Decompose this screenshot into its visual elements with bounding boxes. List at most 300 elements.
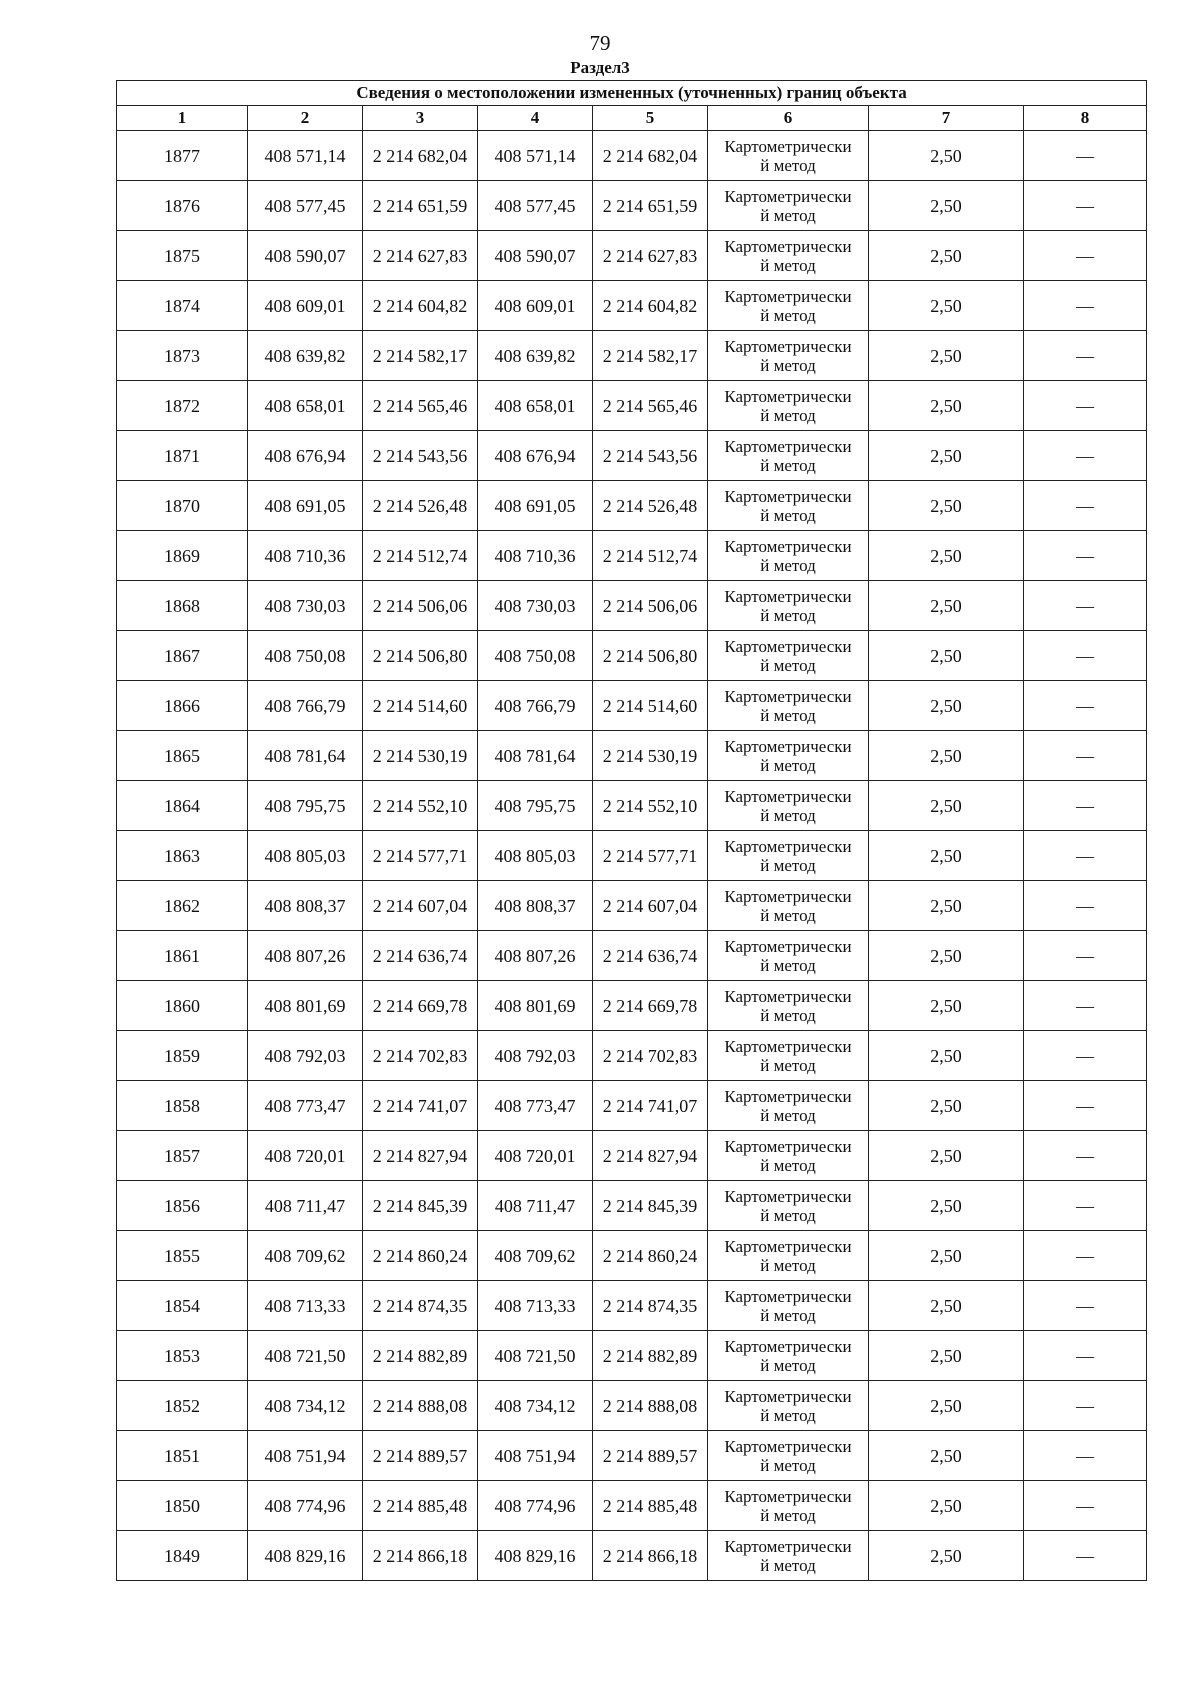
y-coordinate-cell: 2 214 543,56 bbox=[593, 431, 708, 481]
x-coordinate-cell: 408 639,82 bbox=[478, 331, 593, 381]
x-coordinate-cell: 408 609,01 bbox=[248, 281, 363, 331]
notes-cell: — bbox=[1024, 781, 1147, 831]
accuracy-cell: 2,50 bbox=[869, 831, 1024, 881]
x-coordinate-cell: 408 571,14 bbox=[248, 131, 363, 181]
point-number-cell: 1850 bbox=[117, 1481, 248, 1531]
y-coordinate-cell: 2 214 882,89 bbox=[593, 1331, 708, 1381]
x-coordinate-cell: 408 658,01 bbox=[478, 381, 593, 431]
y-coordinate-cell: 2 214 860,24 bbox=[363, 1231, 478, 1281]
x-coordinate-cell: 408 676,94 bbox=[248, 431, 363, 481]
x-coordinate-cell: 408 750,08 bbox=[478, 631, 593, 681]
y-coordinate-cell: 2 214 543,56 bbox=[363, 431, 478, 481]
method-text-line2: й метод bbox=[760, 1505, 816, 1525]
table-row bbox=[117, 931, 1147, 981]
y-coordinate-cell: 2 214 506,80 bbox=[363, 631, 478, 681]
notes-cell: — bbox=[1024, 1081, 1147, 1131]
method-cell bbox=[708, 381, 869, 431]
x-coordinate-cell: 408 721,50 bbox=[478, 1331, 593, 1381]
method-text-line2: й метод bbox=[760, 755, 816, 775]
method-cell bbox=[708, 231, 869, 281]
x-coordinate-cell: 408 795,75 bbox=[478, 781, 593, 831]
y-coordinate-cell: 2 214 530,19 bbox=[593, 731, 708, 781]
table-row bbox=[117, 1031, 1147, 1081]
y-coordinate-cell: 2 214 702,83 bbox=[363, 1031, 478, 1081]
method-cell bbox=[708, 981, 869, 1031]
method-text-line2: й метод bbox=[760, 605, 816, 625]
method-text-line2: й метод bbox=[760, 655, 816, 675]
table-row bbox=[117, 1181, 1147, 1231]
table-row bbox=[117, 881, 1147, 931]
column-header: 2 bbox=[248, 106, 363, 131]
point-number-cell: 1876 bbox=[117, 181, 248, 231]
accuracy-cell: 2,50 bbox=[869, 1031, 1024, 1081]
y-coordinate-cell: 2 214 514,60 bbox=[363, 681, 478, 731]
method-cell bbox=[708, 181, 869, 231]
y-coordinate-cell: 2 214 651,59 bbox=[363, 181, 478, 231]
method-text-line1: Картометрически bbox=[724, 1136, 852, 1156]
y-coordinate-cell: 2 214 874,35 bbox=[363, 1281, 478, 1331]
method-cell bbox=[708, 581, 869, 631]
method-cell bbox=[708, 631, 869, 681]
point-number-cell: 1863 bbox=[117, 831, 248, 881]
point-number-cell: 1873 bbox=[117, 331, 248, 381]
column-header: 8 bbox=[1024, 106, 1147, 131]
method-text-line2: й метод bbox=[760, 1155, 816, 1175]
x-coordinate-cell: 408 773,47 bbox=[478, 1081, 593, 1131]
y-coordinate-cell: 2 214 866,18 bbox=[363, 1531, 478, 1581]
method-text-line2: й метод bbox=[760, 555, 816, 575]
table-row bbox=[117, 131, 1147, 181]
notes-cell: — bbox=[1024, 1531, 1147, 1581]
method-text-line2: й метод bbox=[760, 1005, 816, 1025]
accuracy-cell: 2,50 bbox=[869, 381, 1024, 431]
method-cell bbox=[708, 131, 869, 181]
method-text-line2: й метод bbox=[760, 1105, 816, 1125]
x-coordinate-cell: 408 639,82 bbox=[248, 331, 363, 381]
y-coordinate-cell: 2 214 885,48 bbox=[593, 1481, 708, 1531]
point-number-cell: 1868 bbox=[117, 581, 248, 631]
accuracy-cell: 2,50 bbox=[869, 531, 1024, 581]
table-row bbox=[117, 1131, 1147, 1181]
x-coordinate-cell: 408 713,33 bbox=[478, 1281, 593, 1331]
x-coordinate-cell: 408 808,37 bbox=[478, 881, 593, 931]
table-row bbox=[117, 1481, 1147, 1531]
method-cell bbox=[708, 431, 869, 481]
method-text-line2: й метод bbox=[760, 955, 816, 975]
point-number-cell: 1875 bbox=[117, 231, 248, 281]
accuracy-cell: 2,50 bbox=[869, 881, 1024, 931]
point-number-cell: 1849 bbox=[117, 1531, 248, 1581]
point-number-cell: 1864 bbox=[117, 781, 248, 831]
y-coordinate-cell: 2 214 682,04 bbox=[593, 131, 708, 181]
point-number-cell: 1862 bbox=[117, 881, 248, 931]
table-row bbox=[117, 681, 1147, 731]
x-coordinate-cell: 408 795,75 bbox=[248, 781, 363, 831]
method-text-line2: й метод bbox=[760, 1205, 816, 1225]
column-header: 3 bbox=[363, 106, 478, 131]
point-number-cell: 1867 bbox=[117, 631, 248, 681]
method-text-line2: й метод bbox=[760, 1555, 816, 1575]
table-row bbox=[117, 481, 1147, 531]
y-coordinate-cell: 2 214 526,48 bbox=[363, 481, 478, 531]
accuracy-cell: 2,50 bbox=[869, 981, 1024, 1031]
x-coordinate-cell: 408 829,16 bbox=[478, 1531, 593, 1581]
accuracy-cell: 2,50 bbox=[869, 631, 1024, 681]
method-cell bbox=[708, 281, 869, 331]
accuracy-cell: 2,50 bbox=[869, 481, 1024, 531]
notes-cell: — bbox=[1024, 1381, 1147, 1431]
table-row bbox=[117, 181, 1147, 231]
y-coordinate-cell: 2 214 627,83 bbox=[593, 231, 708, 281]
table-row bbox=[117, 581, 1147, 631]
table-row bbox=[117, 531, 1147, 581]
x-coordinate-cell: 408 658,01 bbox=[248, 381, 363, 431]
page-number: 79 bbox=[589, 31, 611, 55]
column-header: 7 bbox=[869, 106, 1024, 131]
accuracy-cell: 2,50 bbox=[869, 1331, 1024, 1381]
y-coordinate-cell: 2 214 552,10 bbox=[593, 781, 708, 831]
x-coordinate-cell: 408 807,26 bbox=[478, 931, 593, 981]
x-coordinate-cell: 408 781,64 bbox=[248, 731, 363, 781]
accuracy-cell: 2,50 bbox=[869, 781, 1024, 831]
method-text-line1: Картометрически bbox=[724, 1036, 852, 1056]
coordinates-table bbox=[116, 80, 1147, 1581]
x-coordinate-cell: 408 807,26 bbox=[248, 931, 363, 981]
notes-cell: — bbox=[1024, 881, 1147, 931]
method-text-line1: Картометрически bbox=[724, 386, 852, 406]
accuracy-cell: 2,50 bbox=[869, 1481, 1024, 1531]
point-number-cell: 1854 bbox=[117, 1281, 248, 1331]
point-number-cell: 1852 bbox=[117, 1381, 248, 1431]
table-caption: Сведения о местоположении измененных (уточненных) границ объекта bbox=[117, 81, 1147, 106]
y-coordinate-cell: 2 214 514,60 bbox=[593, 681, 708, 731]
y-coordinate-cell: 2 214 888,08 bbox=[363, 1381, 478, 1431]
y-coordinate-cell: 2 214 885,48 bbox=[363, 1481, 478, 1531]
table-row bbox=[117, 981, 1147, 1031]
y-coordinate-cell: 2 214 702,83 bbox=[593, 1031, 708, 1081]
notes-cell: — bbox=[1024, 481, 1147, 531]
method-cell bbox=[708, 931, 869, 981]
table-row bbox=[117, 331, 1147, 381]
method-text-line1: Картометрически bbox=[724, 736, 852, 756]
accuracy-cell: 2,50 bbox=[869, 1081, 1024, 1131]
method-text-line2: й метод bbox=[760, 855, 816, 875]
method-text-line2: й метод bbox=[760, 255, 816, 275]
y-coordinate-cell: 2 214 552,10 bbox=[363, 781, 478, 831]
accuracy-cell: 2,50 bbox=[869, 231, 1024, 281]
x-coordinate-cell: 408 766,79 bbox=[248, 681, 363, 731]
y-coordinate-cell: 2 214 506,06 bbox=[363, 581, 478, 631]
x-coordinate-cell: 408 751,94 bbox=[248, 1431, 363, 1481]
y-coordinate-cell: 2 214 604,82 bbox=[593, 281, 708, 331]
y-coordinate-cell: 2 214 889,57 bbox=[363, 1431, 478, 1481]
y-coordinate-cell: 2 214 888,08 bbox=[593, 1381, 708, 1431]
point-number-cell: 1869 bbox=[117, 531, 248, 581]
method-text-line1: Картометрически bbox=[724, 1486, 852, 1506]
y-coordinate-cell: 2 214 577,71 bbox=[363, 831, 478, 881]
point-number-cell: 1860 bbox=[117, 981, 248, 1031]
accuracy-cell: 2,50 bbox=[869, 931, 1024, 981]
point-number-cell: 1853 bbox=[117, 1331, 248, 1381]
x-coordinate-cell: 408 801,69 bbox=[478, 981, 593, 1031]
table-row bbox=[117, 281, 1147, 331]
x-coordinate-cell: 408 590,07 bbox=[248, 231, 363, 281]
x-coordinate-cell: 408 720,01 bbox=[478, 1131, 593, 1181]
x-coordinate-cell: 408 766,79 bbox=[478, 681, 593, 731]
method-text-line1: Картометрически bbox=[724, 136, 852, 156]
x-coordinate-cell: 408 808,37 bbox=[248, 881, 363, 931]
x-coordinate-cell: 408 773,47 bbox=[248, 1081, 363, 1131]
method-cell bbox=[708, 831, 869, 881]
notes-cell: — bbox=[1024, 731, 1147, 781]
y-coordinate-cell: 2 214 651,59 bbox=[593, 181, 708, 231]
method-text-line1: Картометрически bbox=[724, 1286, 852, 1306]
x-coordinate-cell: 408 730,03 bbox=[478, 581, 593, 631]
table-row bbox=[117, 231, 1147, 281]
method-text-line2: й метод bbox=[760, 905, 816, 925]
x-coordinate-cell: 408 805,03 bbox=[478, 831, 593, 881]
accuracy-cell: 2,50 bbox=[869, 1231, 1024, 1281]
x-coordinate-cell: 408 711,47 bbox=[248, 1181, 363, 1231]
table-body bbox=[117, 131, 1147, 1581]
y-coordinate-cell: 2 214 604,82 bbox=[363, 281, 478, 331]
notes-cell: — bbox=[1024, 581, 1147, 631]
method-text-line1: Картометрически bbox=[724, 336, 852, 356]
method-text-line2: й метод bbox=[760, 1455, 816, 1475]
method-text-line1: Картометрически bbox=[724, 1536, 852, 1556]
y-coordinate-cell: 2 214 582,17 bbox=[593, 331, 708, 381]
x-coordinate-cell: 408 774,96 bbox=[248, 1481, 363, 1531]
x-coordinate-cell: 408 734,12 bbox=[248, 1381, 363, 1431]
method-text-line1: Картометрически bbox=[724, 1436, 852, 1456]
method-text-line2: й метод bbox=[760, 155, 816, 175]
y-coordinate-cell: 2 214 636,74 bbox=[593, 931, 708, 981]
method-text-line1: Картометрически bbox=[724, 236, 852, 256]
y-coordinate-cell: 2 214 741,07 bbox=[593, 1081, 708, 1131]
notes-cell: — bbox=[1024, 531, 1147, 581]
point-number-cell: 1856 bbox=[117, 1181, 248, 1231]
table-row bbox=[117, 1331, 1147, 1381]
method-text-line1: Картометрически bbox=[724, 1386, 852, 1406]
method-text-line2: й метод bbox=[760, 1255, 816, 1275]
accuracy-cell: 2,50 bbox=[869, 331, 1024, 381]
notes-cell: — bbox=[1024, 631, 1147, 681]
x-coordinate-cell: 408 710,36 bbox=[248, 531, 363, 581]
x-coordinate-cell: 408 781,64 bbox=[478, 731, 593, 781]
x-coordinate-cell: 408 709,62 bbox=[478, 1231, 593, 1281]
method-text-line2: й метод bbox=[760, 1305, 816, 1325]
x-coordinate-cell: 408 709,62 bbox=[248, 1231, 363, 1281]
accuracy-cell: 2,50 bbox=[869, 681, 1024, 731]
accuracy-cell: 2,50 bbox=[869, 731, 1024, 781]
section-title: Раздел3 bbox=[570, 58, 630, 77]
method-cell bbox=[708, 1381, 869, 1431]
method-text-line2: й метод bbox=[760, 1355, 816, 1375]
notes-cell: — bbox=[1024, 1131, 1147, 1181]
notes-cell: — bbox=[1024, 931, 1147, 981]
notes-cell: — bbox=[1024, 1231, 1147, 1281]
point-number-cell: 1859 bbox=[117, 1031, 248, 1081]
method-text-line1: Картометрически bbox=[724, 1186, 852, 1206]
table-row bbox=[117, 1081, 1147, 1131]
notes-cell: — bbox=[1024, 1031, 1147, 1081]
point-number-cell: 1871 bbox=[117, 431, 248, 481]
table-row bbox=[117, 731, 1147, 781]
notes-cell: — bbox=[1024, 1331, 1147, 1381]
y-coordinate-cell: 2 214 845,39 bbox=[593, 1181, 708, 1231]
y-coordinate-cell: 2 214 636,74 bbox=[363, 931, 478, 981]
point-number-cell: 1866 bbox=[117, 681, 248, 731]
accuracy-cell: 2,50 bbox=[869, 1381, 1024, 1431]
x-coordinate-cell: 408 691,05 bbox=[248, 481, 363, 531]
table-row bbox=[117, 781, 1147, 831]
y-coordinate-cell: 2 214 827,94 bbox=[363, 1131, 478, 1181]
x-coordinate-cell: 408 590,07 bbox=[478, 231, 593, 281]
method-text-line1: Картометрически bbox=[724, 836, 852, 856]
accuracy-cell: 2,50 bbox=[869, 281, 1024, 331]
method-text-line2: й метод bbox=[760, 455, 816, 475]
notes-cell: — bbox=[1024, 131, 1147, 181]
y-coordinate-cell: 2 214 607,04 bbox=[363, 881, 478, 931]
column-header: 4 bbox=[478, 106, 593, 131]
method-text-line1: Картометрически bbox=[724, 1236, 852, 1256]
accuracy-cell: 2,50 bbox=[869, 131, 1024, 181]
table-row bbox=[117, 381, 1147, 431]
method-text-line2: й метод bbox=[760, 705, 816, 725]
method-text-line1: Картометрически bbox=[724, 186, 852, 206]
y-coordinate-cell: 2 214 627,83 bbox=[363, 231, 478, 281]
method-text-line1: Картометрически bbox=[724, 436, 852, 456]
y-coordinate-cell: 2 214 582,17 bbox=[363, 331, 478, 381]
y-coordinate-cell: 2 214 882,89 bbox=[363, 1331, 478, 1381]
method-cell bbox=[708, 731, 869, 781]
column-header: 6 bbox=[708, 106, 869, 131]
method-text-line1: Картометрически bbox=[724, 1336, 852, 1356]
table-row bbox=[117, 1281, 1147, 1331]
x-coordinate-cell: 408 829,16 bbox=[248, 1531, 363, 1581]
x-coordinate-cell: 408 710,36 bbox=[478, 531, 593, 581]
notes-cell: — bbox=[1024, 1181, 1147, 1231]
table-row bbox=[117, 1531, 1147, 1581]
y-coordinate-cell: 2 214 860,24 bbox=[593, 1231, 708, 1281]
method-text-line1: Картометрически bbox=[724, 886, 852, 906]
point-number-cell: 1874 bbox=[117, 281, 248, 331]
notes-cell: — bbox=[1024, 231, 1147, 281]
table-row bbox=[117, 1431, 1147, 1481]
method-cell bbox=[708, 331, 869, 381]
method-cell bbox=[708, 1281, 869, 1331]
method-cell bbox=[708, 1131, 869, 1181]
method-cell bbox=[708, 881, 869, 931]
accuracy-cell: 2,50 bbox=[869, 1181, 1024, 1231]
point-number-cell: 1857 bbox=[117, 1131, 248, 1181]
method-cell bbox=[708, 781, 869, 831]
method-cell bbox=[708, 481, 869, 531]
y-coordinate-cell: 2 214 526,48 bbox=[593, 481, 708, 531]
method-text-line1: Картометрически bbox=[724, 936, 852, 956]
x-coordinate-cell: 408 721,50 bbox=[248, 1331, 363, 1381]
point-number-cell: 1855 bbox=[117, 1231, 248, 1281]
table-row bbox=[117, 431, 1147, 481]
method-cell bbox=[708, 681, 869, 731]
x-coordinate-cell: 408 676,94 bbox=[478, 431, 593, 481]
x-coordinate-cell: 408 750,08 bbox=[248, 631, 363, 681]
method-cell bbox=[708, 531, 869, 581]
x-coordinate-cell: 408 774,96 bbox=[478, 1481, 593, 1531]
x-coordinate-cell: 408 577,45 bbox=[478, 181, 593, 231]
method-text-line2: й метод bbox=[760, 805, 816, 825]
point-number-cell: 1877 bbox=[117, 131, 248, 181]
y-coordinate-cell: 2 214 827,94 bbox=[593, 1131, 708, 1181]
y-coordinate-cell: 2 214 577,71 bbox=[593, 831, 708, 881]
column-header: 1 bbox=[117, 106, 248, 131]
method-text-line1: Картометрически bbox=[724, 286, 852, 306]
x-coordinate-cell: 408 751,94 bbox=[478, 1431, 593, 1481]
column-header: 5 bbox=[593, 106, 708, 131]
x-coordinate-cell: 408 691,05 bbox=[478, 481, 593, 531]
method-cell bbox=[708, 1031, 869, 1081]
y-coordinate-cell: 2 214 682,04 bbox=[363, 131, 478, 181]
y-coordinate-cell: 2 214 530,19 bbox=[363, 731, 478, 781]
method-cell bbox=[708, 1081, 869, 1131]
x-coordinate-cell: 408 792,03 bbox=[248, 1031, 363, 1081]
column-number-row bbox=[117, 106, 1147, 131]
y-coordinate-cell: 2 214 866,18 bbox=[593, 1531, 708, 1581]
point-number-cell: 1865 bbox=[117, 731, 248, 781]
method-text-line2: й метод bbox=[760, 1055, 816, 1075]
x-coordinate-cell: 408 609,01 bbox=[478, 281, 593, 331]
method-text-line1: Картометрически bbox=[724, 636, 852, 656]
y-coordinate-cell: 2 214 874,35 bbox=[593, 1281, 708, 1331]
notes-cell: — bbox=[1024, 431, 1147, 481]
point-number-cell: 1858 bbox=[117, 1081, 248, 1131]
notes-cell: — bbox=[1024, 331, 1147, 381]
accuracy-cell: 2,50 bbox=[869, 431, 1024, 481]
y-coordinate-cell: 2 214 565,46 bbox=[593, 381, 708, 431]
method-text-line1: Картометрически bbox=[724, 586, 852, 606]
method-text-line1: Картометрически bbox=[724, 686, 852, 706]
x-coordinate-cell: 408 801,69 bbox=[248, 981, 363, 1031]
table-row bbox=[117, 631, 1147, 681]
y-coordinate-cell: 2 214 669,78 bbox=[593, 981, 708, 1031]
notes-cell: — bbox=[1024, 281, 1147, 331]
x-coordinate-cell: 408 713,33 bbox=[248, 1281, 363, 1331]
y-coordinate-cell: 2 214 512,74 bbox=[363, 531, 478, 581]
method-text-line2: й метод bbox=[760, 355, 816, 375]
method-cell bbox=[708, 1531, 869, 1581]
accuracy-cell: 2,50 bbox=[869, 1131, 1024, 1181]
notes-cell: — bbox=[1024, 181, 1147, 231]
accuracy-cell: 2,50 bbox=[869, 1431, 1024, 1481]
method-text-line1: Картометрически bbox=[724, 786, 852, 806]
x-coordinate-cell: 408 577,45 bbox=[248, 181, 363, 231]
point-number-cell: 1861 bbox=[117, 931, 248, 981]
x-coordinate-cell: 408 730,03 bbox=[248, 581, 363, 631]
x-coordinate-cell: 408 792,03 bbox=[478, 1031, 593, 1081]
method-text-line2: й метод bbox=[760, 1405, 816, 1425]
y-coordinate-cell: 2 214 741,07 bbox=[363, 1081, 478, 1131]
point-number-cell: 1851 bbox=[117, 1431, 248, 1481]
y-coordinate-cell: 2 214 512,74 bbox=[593, 531, 708, 581]
point-number-cell: 1872 bbox=[117, 381, 248, 431]
y-coordinate-cell: 2 214 845,39 bbox=[363, 1181, 478, 1231]
x-coordinate-cell: 408 720,01 bbox=[248, 1131, 363, 1181]
y-coordinate-cell: 2 214 506,06 bbox=[593, 581, 708, 631]
method-text-line2: й метод bbox=[760, 505, 816, 525]
y-coordinate-cell: 2 214 669,78 bbox=[363, 981, 478, 1031]
method-cell bbox=[708, 1481, 869, 1531]
method-text-line2: й метод bbox=[760, 205, 816, 225]
